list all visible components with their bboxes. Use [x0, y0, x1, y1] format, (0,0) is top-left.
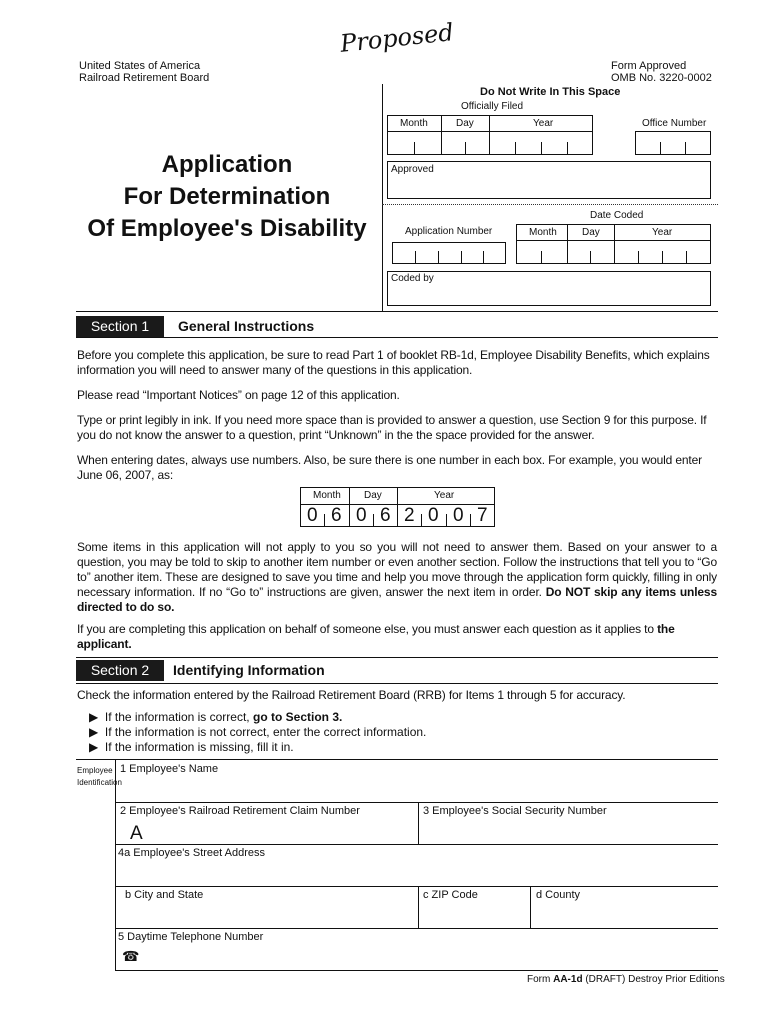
instruction-dates: When entering dates, always use numbers. Also, be sure there is one number in each box. For example, you would enter June 06, 2007, as:: [77, 453, 702, 482]
section-2-tab: Section 2: [76, 660, 164, 681]
example-year-label: Year: [434, 490, 455, 501]
filed-year-label: Year: [533, 118, 554, 129]
section-2-heading: Identifying Information: [173, 662, 325, 678]
employee-name-label: 1 Employee's Name: [120, 763, 219, 775]
example-month-label: Month: [313, 490, 341, 501]
example-digit: 7: [477, 505, 488, 526]
example-digit: 6: [331, 505, 342, 526]
claim-number-label: 2 Employee's Railroad Retirement Claim Number: [120, 805, 360, 817]
approved-box[interactable]: [387, 161, 711, 199]
instruction-on-behalf: If you are completing this application on behalf of someone else, you must answer each question as it applies to the applicant.: [77, 622, 675, 651]
telephone-icon: ☎: [122, 948, 140, 964]
page-title: Application For Determination Of Employee's Disability: [87, 151, 367, 242]
city-state-field[interactable]: [116, 902, 417, 927]
county-field[interactable]: [532, 902, 717, 927]
form-footer: Form AA-1d (DRAFT) Destroy Prior Editions: [527, 974, 725, 985]
omb-approval: Form Approved OMB No. 3220-0002: [611, 60, 712, 84]
example-digit: 0: [356, 505, 367, 526]
coded-by-box[interactable]: [387, 271, 711, 306]
instruction-legibility: Type or print legibly in ink. If you need more space than is provided to answer a question, use Section 9 for this purpose. If you do not know the answer to a question, print “Unknown” in the the space provided for the answer.: [77, 413, 707, 442]
employee-identification-label: Employee Identification: [77, 766, 122, 787]
filed-month-label: Month: [400, 118, 428, 129]
agency-name: United States of America Railroad Retirement Board: [79, 60, 210, 84]
bullet-correct: ▶ If the information is correct, go to Section 3.: [89, 710, 343, 724]
triangle-right-icon: ▶: [89, 710, 99, 724]
approved-label: Approved: [391, 164, 434, 175]
example-digit: 2: [404, 505, 415, 526]
application-number-box[interactable]: [392, 242, 506, 264]
section-1-tab: Section 1: [76, 316, 164, 337]
example-day-label: Day: [364, 490, 382, 501]
phone-label: 5 Daytime Telephone Number: [118, 931, 264, 943]
county-label: d County: [536, 889, 581, 901]
section-2-intro: Check the information entered by the Railroad Retirement Board (RRB) for Items 1 through 5 for accuracy.: [77, 688, 626, 702]
triangle-right-icon: ▶: [89, 740, 99, 754]
city-state-label: b City and State: [125, 889, 204, 901]
section-1-heading: General Instructions: [178, 318, 315, 334]
coded-by-label: Coded by: [391, 273, 434, 284]
zip-code-label: c ZIP Code: [423, 889, 478, 901]
do-not-write-notice: Do Not Write In This Space: [480, 86, 621, 98]
claim-number-field[interactable]: A: [130, 823, 143, 844]
example-digit: 0: [453, 505, 464, 526]
coded-year-label: Year: [652, 227, 673, 238]
example-digit: 0: [428, 505, 439, 526]
date-coded-label: Date Coded: [590, 210, 644, 221]
office-number-box[interactable]: [635, 131, 711, 155]
instruction-go-to: Some items in this application will not apply to you so you will not need to answer them. Based on your answer to a question, you may be told to skip to another item number or even another section. Follow the instructions that tell you to “Go to” another item. These are designed to save you time and help you move through the application form quickly, filling in only necessary information. If no “Go to” instructions are given, answer the next item in order. Do NOT skip any items unless directed to do so.: [77, 540, 717, 614]
ssn-field[interactable]: [420, 818, 717, 843]
example-digit: 0: [307, 505, 318, 526]
bullet-missing: ▶ If the information is missing, fill it in.: [89, 740, 294, 754]
zip-code-field[interactable]: [420, 902, 529, 927]
example-digit: 6: [380, 505, 391, 526]
street-address-field[interactable]: [116, 860, 717, 885]
instruction-notices: Please read “Important Notices” on page 12 of this application.: [77, 388, 400, 402]
office-number-label: Office Number: [642, 118, 707, 129]
ssn-label: 3 Employee's Social Security Number: [423, 805, 607, 817]
street-address-label: 4a Employee's Street Address: [118, 847, 266, 859]
phone-field[interactable]: [140, 944, 717, 969]
coded-day-label: Day: [582, 227, 600, 238]
coded-month-label: Month: [529, 227, 557, 238]
triangle-right-icon: ▶: [89, 725, 99, 739]
instruction-booklet: Before you complete this application, be sure to read Part 1 of booklet RB-1d, Employee Disability Benefits, which explains information you will need to answer many of the questions in this application.: [77, 348, 710, 377]
application-number-label: Application Number: [405, 226, 493, 237]
office-use-divider: [382, 84, 383, 312]
employee-name-field[interactable]: [116, 776, 717, 801]
bullet-not-correct: ▶ If the information is not correct, enter the correct information.: [89, 725, 427, 739]
handwritten-proposed-note: Proposed: [338, 18, 455, 58]
filed-day-label: Day: [456, 118, 474, 129]
officially-filed-label: Officially Filed: [461, 101, 524, 112]
section-2-bullets: [89, 710, 426, 755]
